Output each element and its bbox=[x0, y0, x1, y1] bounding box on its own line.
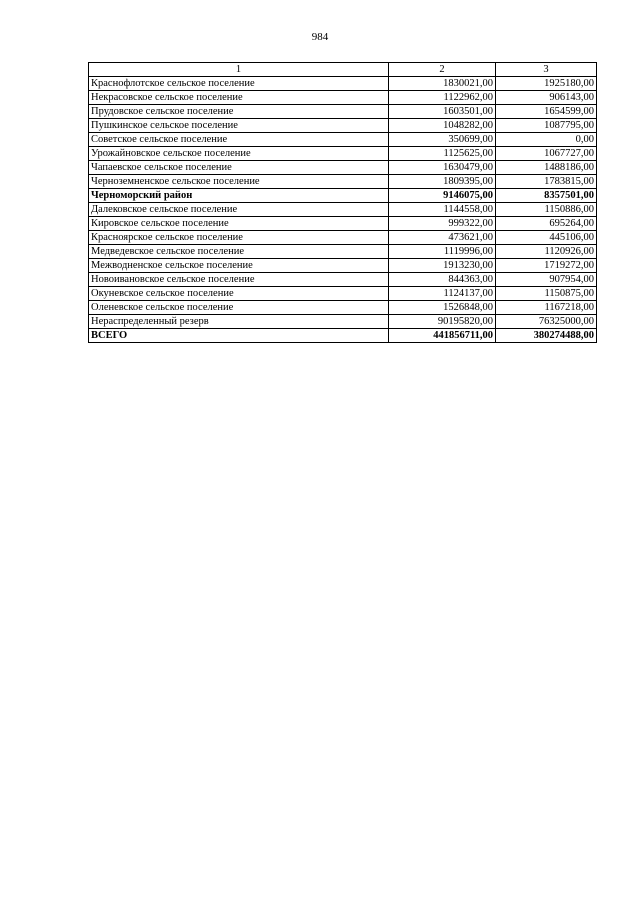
row-value-col3-cell: 1925180,00 bbox=[496, 77, 597, 91]
row-value-col3-cell: 1654599,00 bbox=[496, 105, 597, 119]
row-value-col2-cell: 1913230,00 bbox=[389, 259, 496, 273]
table-row-total bbox=[89, 329, 597, 343]
row-value-col2-cell: 1119996,00 bbox=[389, 245, 496, 259]
table-row bbox=[89, 133, 597, 147]
column-header-2: 2 bbox=[389, 63, 496, 77]
table-row bbox=[89, 77, 597, 91]
row-value-col2-cell: 1124137,00 bbox=[389, 287, 496, 301]
table-row bbox=[89, 245, 597, 259]
row-value-col2-cell: 1144558,00 bbox=[389, 203, 496, 217]
row-value-col3-cell: 1167218,00 bbox=[496, 301, 597, 315]
row-name-cell: Нераспределенный резерв bbox=[89, 315, 389, 329]
row-name-cell: ВСЕГО bbox=[89, 329, 389, 343]
row-value-col3-cell: 907954,00 bbox=[496, 273, 597, 287]
row-name-cell: Черноморский район bbox=[89, 189, 389, 203]
row-name-cell: Новоивановское сельское поселение bbox=[89, 273, 389, 287]
row-value-col3-cell: 8357501,00 bbox=[496, 189, 597, 203]
table-body bbox=[89, 63, 597, 343]
row-name-cell: Пушкинское сельское поселение bbox=[89, 119, 389, 133]
row-value-col2-cell: 1603501,00 bbox=[389, 105, 496, 119]
row-value-col3-cell: 1067727,00 bbox=[496, 147, 597, 161]
row-name-cell: Межводненское сельское поселение bbox=[89, 259, 389, 273]
row-value-col3-cell: 1719272,00 bbox=[496, 259, 597, 273]
budget-table bbox=[88, 62, 597, 343]
table-row bbox=[89, 161, 597, 175]
row-name-cell: Кировское сельское поселение bbox=[89, 217, 389, 231]
row-value-col2-cell: 1809395,00 bbox=[389, 175, 496, 189]
row-name-cell: Окуневское сельское поселение bbox=[89, 287, 389, 301]
row-name-cell: Некрасовское сельское поселение bbox=[89, 91, 389, 105]
row-value-col3-cell: 1488186,00 bbox=[496, 161, 597, 175]
row-value-col2-cell: 441856711,00 bbox=[389, 329, 496, 343]
column-header-1: 1 bbox=[89, 63, 389, 77]
table-row bbox=[89, 315, 597, 329]
row-name-cell: Далековское сельское поселение bbox=[89, 203, 389, 217]
table-row bbox=[89, 273, 597, 287]
row-value-col3-cell: 76325000,00 bbox=[496, 315, 597, 329]
row-value-col2-cell: 844363,00 bbox=[389, 273, 496, 287]
row-value-col2-cell: 1830021,00 bbox=[389, 77, 496, 91]
row-value-col2-cell: 473621,00 bbox=[389, 231, 496, 245]
row-value-col2-cell: 90195820,00 bbox=[389, 315, 496, 329]
table-row bbox=[89, 105, 597, 119]
table-row bbox=[89, 147, 597, 161]
row-value-col3-cell: 0,00 bbox=[496, 133, 597, 147]
table-row bbox=[89, 119, 597, 133]
row-value-col3-cell: 1150875,00 bbox=[496, 287, 597, 301]
table-row bbox=[89, 91, 597, 105]
row-value-col2-cell: 9146075,00 bbox=[389, 189, 496, 203]
row-value-col2-cell: 999322,00 bbox=[389, 217, 496, 231]
table-row bbox=[89, 203, 597, 217]
table-row bbox=[89, 175, 597, 189]
row-name-cell: Черноземненское сельское поселение bbox=[89, 175, 389, 189]
page-number: 984 bbox=[311, 31, 329, 43]
row-name-cell: Урожайновское сельское поселение bbox=[89, 147, 389, 161]
table-row bbox=[89, 231, 597, 245]
table-row bbox=[89, 301, 597, 315]
row-name-cell: Советское сельское поселение bbox=[89, 133, 389, 147]
row-name-cell: Оленевское сельское поселение bbox=[89, 301, 389, 315]
row-value-col2-cell: 1630479,00 bbox=[389, 161, 496, 175]
row-value-col2-cell: 1122962,00 bbox=[389, 91, 496, 105]
row-value-col3-cell: 906143,00 bbox=[496, 91, 597, 105]
table-header-row bbox=[89, 63, 597, 77]
row-name-cell: Краснофлотское сельское поселение bbox=[89, 77, 389, 91]
row-name-cell: Красноярское сельское поселение bbox=[89, 231, 389, 245]
row-value-col3-cell: 695264,00 bbox=[496, 217, 597, 231]
column-header-3: 3 bbox=[496, 63, 597, 77]
row-name-cell: Чапаевское сельское поселение bbox=[89, 161, 389, 175]
row-value-col3-cell: 1783815,00 bbox=[496, 175, 597, 189]
row-value-col3-cell: 380274488,00 bbox=[496, 329, 597, 343]
table-row-total bbox=[89, 189, 597, 203]
row-value-col2-cell: 350699,00 bbox=[389, 133, 496, 147]
row-value-col3-cell: 1087795,00 bbox=[496, 119, 597, 133]
row-name-cell: Прудовское сельское поселение bbox=[89, 105, 389, 119]
table-row bbox=[89, 287, 597, 301]
row-value-col3-cell: 1120926,00 bbox=[496, 245, 597, 259]
row-value-col2-cell: 1125625,00 bbox=[389, 147, 496, 161]
row-value-col2-cell: 1048282,00 bbox=[389, 119, 496, 133]
table-row bbox=[89, 259, 597, 273]
row-value-col2-cell: 1526848,00 bbox=[389, 301, 496, 315]
row-value-col3-cell: 1150886,00 bbox=[496, 203, 597, 217]
row-name-cell: Медведевское сельское поселение bbox=[89, 245, 389, 259]
row-value-col3-cell: 445106,00 bbox=[496, 231, 597, 245]
table-row bbox=[89, 217, 597, 231]
